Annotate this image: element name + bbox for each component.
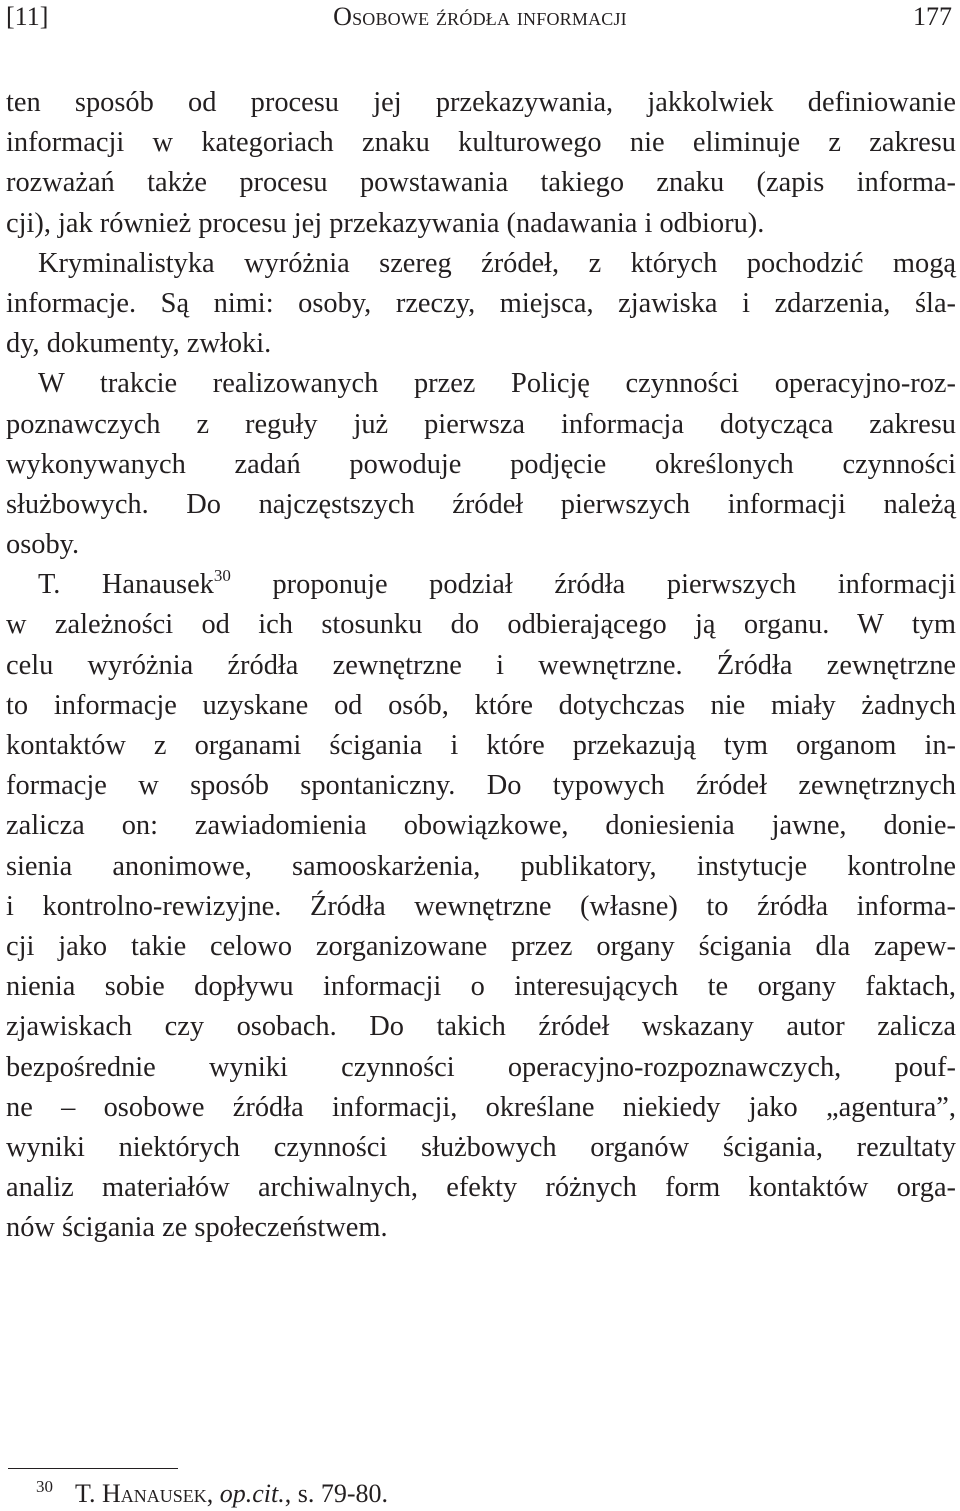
text-line bbox=[6, 525, 956, 565]
line-text: służbowych. Do najczęstszych źródeł pierwszych informacji należą bbox=[6, 488, 956, 520]
text-line bbox=[6, 1088, 956, 1128]
line-text: cji jako takie celowo zorganizowane przez organy ścigania dla zapew- bbox=[6, 930, 956, 962]
text-line bbox=[6, 646, 956, 686]
text-line bbox=[6, 726, 956, 766]
footnote bbox=[36, 1477, 388, 1511]
footnote-author-surname: Hanausek bbox=[101, 1479, 207, 1508]
text-line bbox=[6, 284, 956, 324]
text-line bbox=[6, 887, 956, 927]
line-text-continued: proponuje podział źródła pierwszych informacji bbox=[230, 569, 956, 601]
body-text bbox=[6, 83, 956, 1248]
line-text: informacje. Są nimi: osoby, rzeczy, miejsca, zjawiska i zdarzenia, śla- bbox=[6, 287, 956, 319]
footnote-pages: , s. 79-80. bbox=[284, 1479, 389, 1508]
line-text: analiz materiałów archiwalnych, efekty różnych form kontaktów orga- bbox=[6, 1172, 956, 1204]
line-text: celu wyróżnia źródła zewnętrzne i wewnętrzne. Źródła zewnętrzne bbox=[6, 649, 956, 681]
text-line bbox=[6, 1208, 956, 1248]
text-line bbox=[6, 766, 956, 806]
line-text: wykonywanych zadań powoduje podjęcie określonych czynności bbox=[6, 448, 956, 480]
line-text: bezpośrednie wyniki czynności operacyjno-rozpoznawczych, pouf- bbox=[6, 1051, 956, 1083]
running-head bbox=[6, 0, 954, 34]
footnote-work: op.cit. bbox=[219, 1479, 285, 1508]
text-line bbox=[6, 967, 956, 1007]
text-line bbox=[6, 686, 956, 726]
line-text: nienia sobie dopływu informacji o interesujących te organy faktach, bbox=[6, 971, 956, 1003]
page-number: 177 bbox=[913, 2, 952, 31]
line-text: formacje w sposób spontaniczny. Do typowych źródeł zewnętrznych bbox=[6, 770, 956, 802]
text-line bbox=[6, 445, 956, 485]
text-line bbox=[6, 565, 956, 605]
line-text: i kontrolno-rewizyjne. Źródła wewnętrzne (własne) to źródła informa- bbox=[6, 890, 956, 922]
footnote-comma: , bbox=[206, 1479, 214, 1508]
line-text: zjawiskach czy osobach. Do takich źródeł wskazany autor zalicza bbox=[6, 1011, 956, 1043]
text-line bbox=[6, 364, 956, 404]
line-text: Kryminalistyka wyróżnia szereg źródeł, z których pochodzić mogą bbox=[38, 247, 956, 279]
line-text: osoby. bbox=[6, 529, 80, 561]
text-line bbox=[6, 847, 956, 887]
footnote-number: 30 bbox=[36, 1477, 53, 1496]
line-text: rozważań także procesu powstawania takiego znaku (zapis informa- bbox=[6, 167, 956, 199]
line-text: nów ścigania ze społeczeństwem. bbox=[6, 1212, 388, 1244]
line-text: cji), jak również procesu jej przekazywania (nadawania i odbioru). bbox=[6, 207, 765, 239]
text-line bbox=[6, 1007, 956, 1047]
line-text: zalicza on: zawiadomienia obowiązkowe, doniesienia jawne, donie- bbox=[6, 810, 956, 842]
line-text: to informacje uzyskane od osób, które dotychczas nie miały żadnych bbox=[6, 689, 956, 721]
line-text: ten sposób od procesu jej przekazywania, jakkolwiek definiowanie bbox=[6, 87, 956, 118]
text-line bbox=[6, 204, 956, 244]
text-line bbox=[6, 163, 956, 203]
footnote-author-initial: T. bbox=[75, 1479, 96, 1508]
line-text: sienia anonimowe, samooskarżenia, publikatory, instytucje kontrolne bbox=[6, 850, 956, 882]
line-text: poznawczych z reguły już pierwsza informacja dotycząca zakresu bbox=[6, 408, 956, 440]
text-line bbox=[6, 1168, 956, 1208]
text-line bbox=[6, 324, 956, 364]
text-line bbox=[6, 123, 956, 163]
text-line bbox=[6, 927, 956, 967]
running-title: Osobowe źródła informacji bbox=[333, 2, 627, 31]
line-text: w zależności od ich stosunku do odbierającego ją organu. W tym bbox=[6, 609, 956, 641]
text-line bbox=[6, 1128, 956, 1168]
text-line bbox=[6, 485, 956, 525]
line-text: T. Hanausek bbox=[38, 569, 214, 601]
line-text: wyniki niektórych czynności służbowych organów ścigania, rezultaty bbox=[6, 1131, 956, 1163]
line-text: ne – osobowe źródła informacji, określane niekiedy jako „agentura”, bbox=[6, 1091, 956, 1123]
text-line bbox=[6, 1048, 956, 1088]
text-line bbox=[6, 244, 956, 284]
footnote-rule bbox=[8, 1468, 178, 1469]
section-number: [11] bbox=[6, 2, 49, 31]
line-text: informacji w kategoriach znaku kulturowego nie eliminuje z zakresu bbox=[6, 127, 956, 159]
footnote-reference[interactable]: 30 bbox=[213, 566, 231, 586]
text-line bbox=[6, 605, 956, 645]
line-text: W trakcie realizowanych przez Policję czynności operacyjno-roz- bbox=[38, 368, 956, 400]
text-line bbox=[6, 83, 956, 123]
text-line bbox=[6, 806, 956, 846]
text-line bbox=[6, 405, 956, 445]
line-text: dy, dokumenty, zwłoki. bbox=[6, 328, 272, 360]
line-text: kontaktów z organami ścigania i które przekazują tym organom in- bbox=[6, 730, 956, 761]
